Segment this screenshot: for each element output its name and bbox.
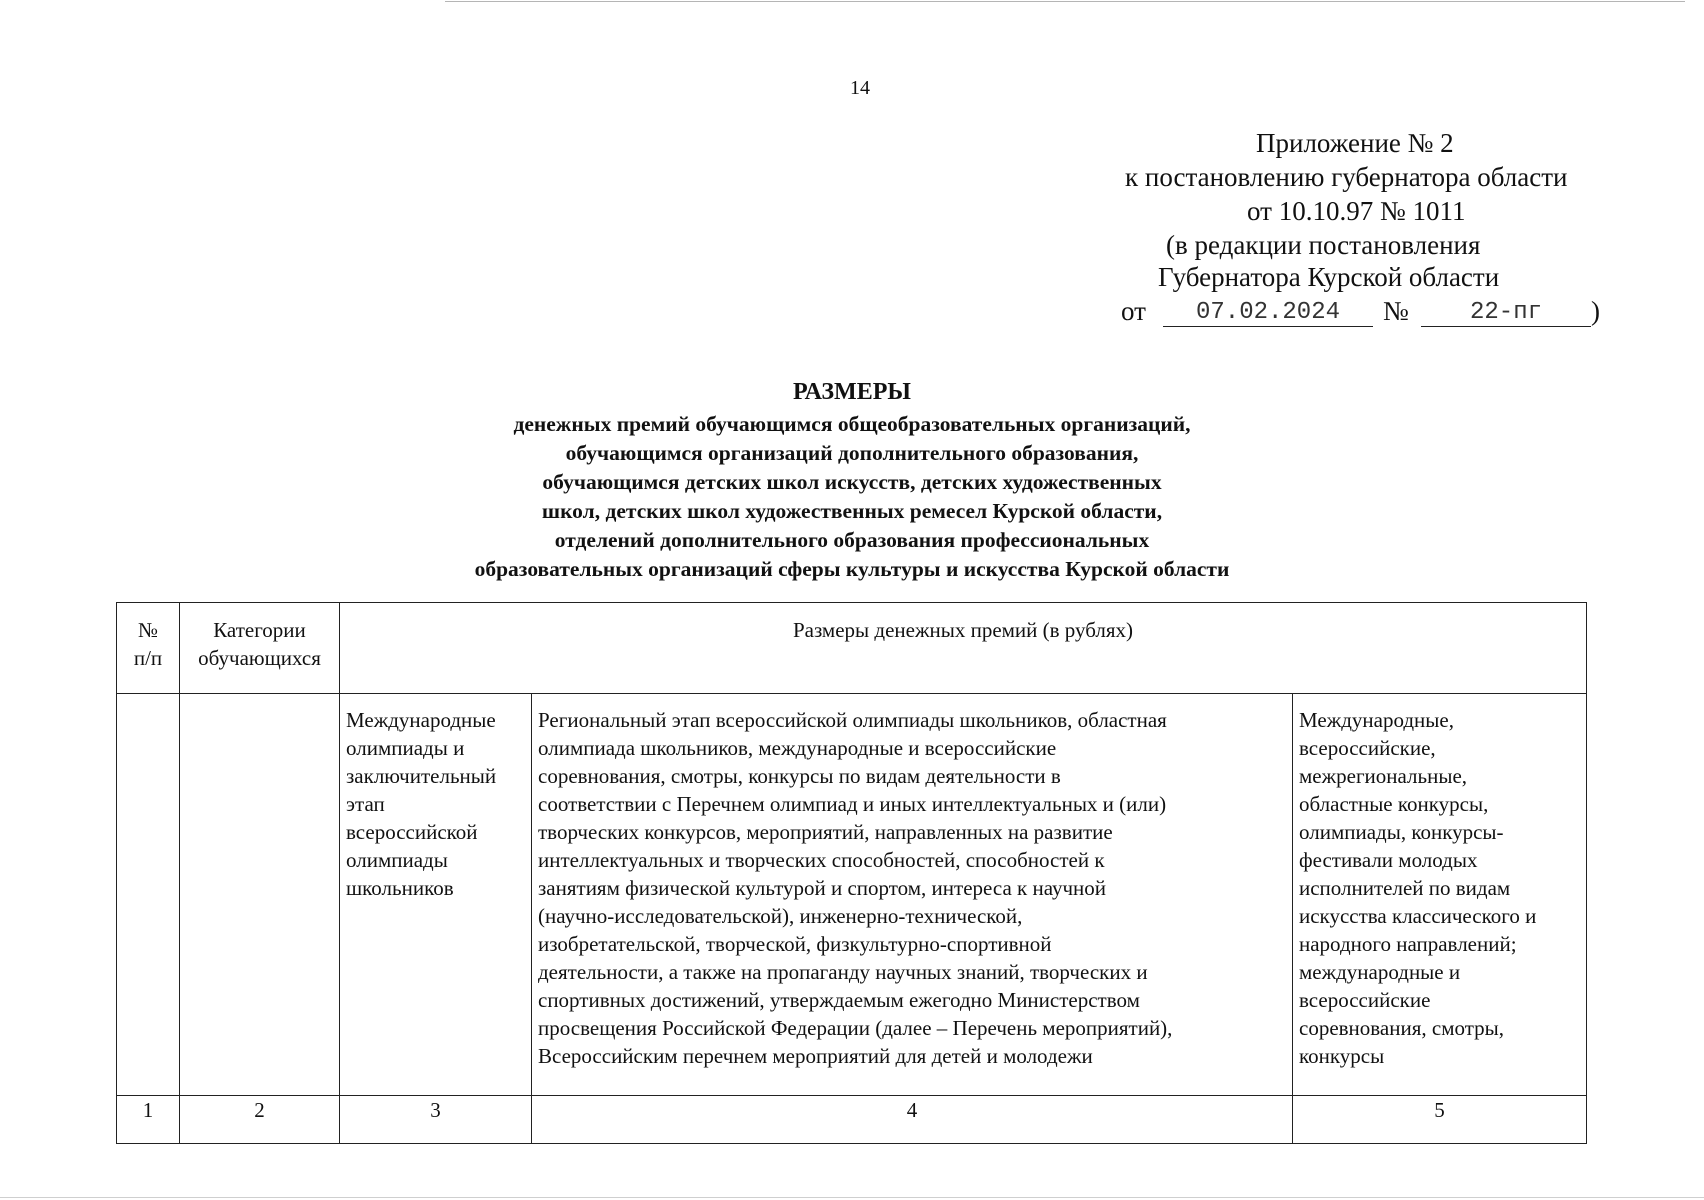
date-prefix: от: [1121, 296, 1146, 326]
cell-line: школьников: [346, 876, 454, 900]
header-number: [117, 603, 180, 694]
cell-line: этап: [346, 792, 385, 816]
subtitle-line: отделений дополнительного образования профессиональных: [554, 528, 1150, 552]
subtitle-line: обучающимся детских школ искусств, детских художественных: [542, 470, 1162, 494]
subtitle-line: обучающимся организаций дополнительного образования,: [565, 441, 1139, 465]
cell-line: фестивали молодых: [1299, 848, 1478, 872]
column-number-row: [117, 1096, 1587, 1144]
column-number: 5: [1293, 1096, 1587, 1144]
subtitle-line: школ, детских школ художественных ремесел Курской области,: [541, 499, 1163, 523]
cell-line: межрегиональные,: [1299, 764, 1468, 788]
header-category-line: обучающихся: [198, 646, 321, 670]
cell-line: соревнования, смотры,: [1299, 1016, 1505, 1040]
cell-empty: [180, 694, 340, 1096]
scan-edge-bottom: [0, 1197, 1704, 1198]
column-number: 1: [117, 1096, 180, 1144]
cell-line: олимпиада школьников, международные и всероссийские: [538, 736, 1057, 760]
appendix-line: (в редакции постановления: [1166, 230, 1481, 260]
appendix-date-line: [1121, 295, 1646, 329]
cell-line: интеллектуальных и творческих способностей, способностей к: [538, 848, 1105, 872]
cell-line: соревнования, смотры, конкурсы по видам деятельности в: [538, 764, 1061, 788]
appendix-line: Губернатора Курской области: [1158, 262, 1500, 292]
cell-line: занятиям физической культурой и спортом, интереса к научной: [538, 876, 1106, 900]
table-row: [117, 694, 1587, 1096]
awards-table: [116, 602, 1587, 1144]
cell-regional-stage: [532, 694, 1293, 1096]
cell-line: Региональный этап всероссийской олимпиады школьников, областная: [538, 708, 1167, 732]
cell-line: соответствии с Перечнем олимпиад и иных интеллектуальных и (или): [538, 792, 1167, 816]
cell-line: изобретательской, творческой, физкультурно-спортивной: [538, 932, 1052, 956]
scan-edge-top: [445, 1, 1685, 2]
appendix-line: Приложение № 2: [1256, 128, 1454, 158]
number-prefix: №: [1383, 296, 1409, 326]
cell-line: просвещения Российской Федерации (далее – Перечень мероприятий),: [538, 1016, 1173, 1040]
cell-empty: [117, 694, 180, 1096]
cell-line: (научно-исследовательской), инженерно-технической,: [538, 904, 1023, 928]
appendix-line: от 10.10.97 № 1011: [1247, 196, 1466, 226]
header-category-line: Категории: [213, 618, 306, 642]
subtitle-line: образовательных организаций сферы культуры и искусства Курской области: [474, 557, 1230, 581]
column-number: 4: [532, 1096, 1293, 1144]
cell-international-olympiads: [340, 694, 532, 1096]
cell-line: международные и: [1299, 960, 1461, 984]
cell-line: народного направлений;: [1299, 932, 1517, 956]
subtitle-line: денежных премий обучающимся общеобразовательных организаций,: [513, 412, 1191, 436]
cell-line: олимпиады и: [346, 736, 465, 760]
cell-line: олимпиады, конкурсы-: [1299, 820, 1504, 844]
cell-line: спортивных достижений, утверждаемым ежегодно Министерством: [538, 988, 1140, 1012]
appendix-line: к постановлению губернатора области: [1125, 162, 1568, 192]
filled-date: 07.02.2024: [1163, 299, 1373, 327]
cell-line: искусства классического и: [1299, 904, 1537, 928]
closing-bracket: ): [1591, 296, 1600, 326]
document-title: РАЗМЕРЫ: [793, 379, 911, 405]
cell-line: Международные,: [1299, 708, 1454, 732]
cell-line: творческих конкурсов, мероприятий, направленных на развитие: [538, 820, 1113, 844]
column-number: 2: [180, 1096, 340, 1144]
cell-line: исполнителей по видам: [1299, 876, 1511, 900]
cell-line: конкурсы: [1299, 1044, 1385, 1068]
table-header-row: [117, 603, 1587, 694]
column-number: 3: [340, 1096, 532, 1144]
page-number: 14: [850, 77, 870, 99]
cell-line: деятельности, а также на пропаганду научных знаний, творческих и: [538, 960, 1148, 984]
header-award-sizes: Размеры денежных премий (в рублях): [340, 603, 1587, 694]
header-number-line: №: [137, 618, 159, 642]
cell-line: Международные: [346, 708, 496, 732]
header-number-line: п/п: [133, 646, 163, 670]
cell-line: всероссийской: [346, 820, 478, 844]
cell-line: олимпиады: [346, 848, 448, 872]
document-subtitle: [352, 410, 1352, 584]
filled-number: 22-пг: [1421, 299, 1591, 327]
cell-line: областные конкурсы,: [1299, 792, 1489, 816]
cell-contests-festivals: [1293, 694, 1587, 1096]
header-category: [180, 603, 340, 694]
cell-line: всероссийские: [1299, 988, 1431, 1012]
cell-line: всероссийские,: [1299, 736, 1436, 760]
cell-line: Всероссийским перечнем мероприятий для детей и молодежи: [538, 1044, 1093, 1068]
cell-line: заключительный: [346, 764, 497, 788]
